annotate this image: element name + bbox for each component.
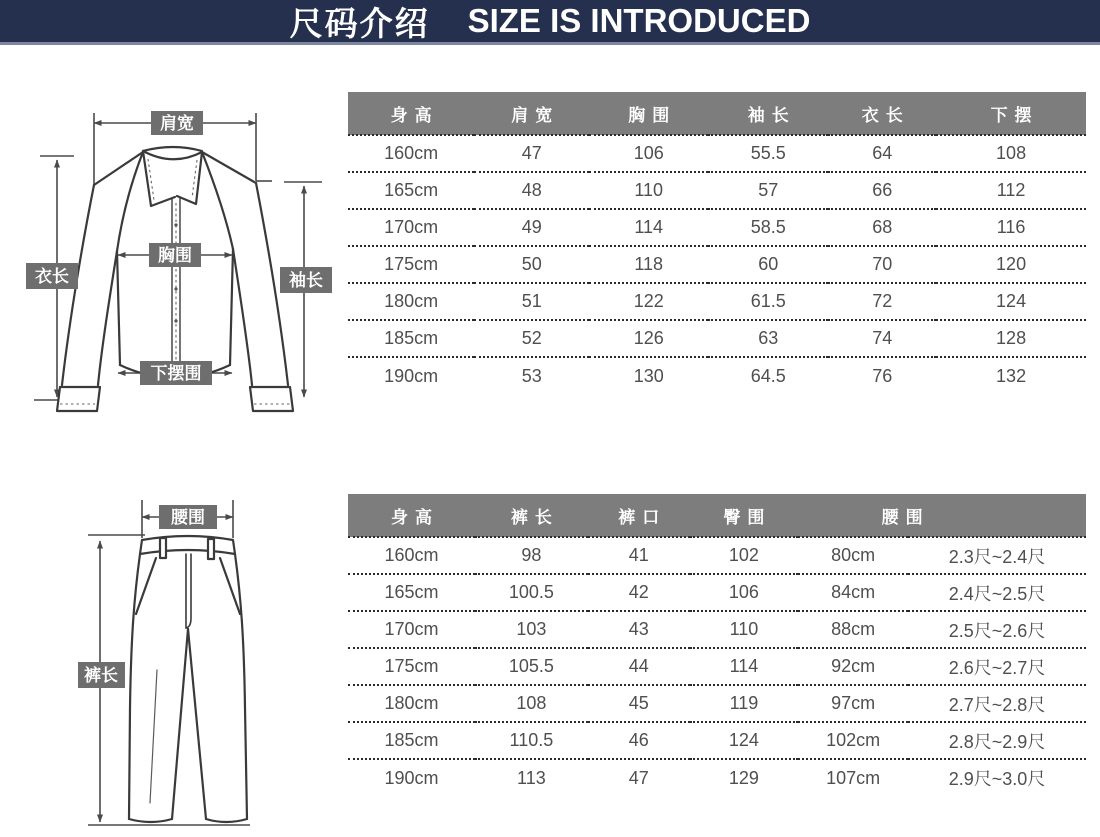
table-cell: 122 xyxy=(589,283,708,320)
table-cell: 180cm xyxy=(348,685,475,722)
table-cell: 2.3尺~2.4尺 xyxy=(908,537,1086,574)
pants-table-header xyxy=(348,494,1086,537)
table-cell: 116 xyxy=(936,209,1086,246)
table-cell: 72 xyxy=(828,283,936,320)
table-cell: 58.5 xyxy=(708,209,828,246)
chest-text: 胸围 xyxy=(158,246,192,265)
column-header-waist: 腰围 xyxy=(798,494,1086,537)
table-cell: 119 xyxy=(690,685,798,722)
table-cell: 130 xyxy=(633,365,664,386)
garment-length-label xyxy=(26,263,78,289)
table-cell: 42 xyxy=(588,574,690,611)
shoulder-width-label xyxy=(151,111,203,135)
table-cell: 55.5 xyxy=(708,135,828,172)
column-header-height: 身高 xyxy=(348,494,475,537)
table-cell: 106 xyxy=(690,574,798,611)
table-row xyxy=(348,172,1086,209)
chest-label xyxy=(149,243,201,267)
column-header-pants-length: 裤长 xyxy=(475,494,588,537)
column-header-hem: 下摆 xyxy=(936,92,1086,135)
table-row xyxy=(348,357,1086,394)
table-cell: 124 xyxy=(690,722,798,759)
table-cell: 70 xyxy=(828,246,936,283)
table-cell: 68 xyxy=(828,209,936,246)
table-cell: 102 xyxy=(690,537,798,574)
garment-length-text: 衣长 xyxy=(35,267,69,286)
table-cell: 80cm xyxy=(798,537,908,574)
table-cell: 64 xyxy=(828,135,936,172)
table-cell: 43 xyxy=(588,611,690,648)
shirt-table-header xyxy=(348,92,1086,135)
table-cell: 175cm xyxy=(348,648,475,685)
table-cell: 108 xyxy=(936,135,1086,172)
column-header-height: 身高 xyxy=(348,92,474,135)
table-cell: 2.6尺~2.7尺 xyxy=(908,648,1086,685)
shoulder-width-text: 肩宽 xyxy=(160,114,194,133)
table-cell: 132 xyxy=(996,365,1027,386)
table-cell: 53 xyxy=(521,365,542,386)
pants-diagram xyxy=(45,478,345,837)
table-cell: 114 xyxy=(690,648,798,685)
banner xyxy=(0,0,1100,45)
table-cell: 60 xyxy=(708,246,828,283)
banner-title-en: SIZE IS INTRODUCED xyxy=(467,2,811,39)
table-header-row xyxy=(348,494,1086,537)
column-header-length: 衣长 xyxy=(828,92,936,135)
column-header-shoulder: 肩宽 xyxy=(474,92,589,135)
table-row xyxy=(348,574,1086,611)
table-cell: 98 xyxy=(475,537,588,574)
sleeve-length-label xyxy=(280,267,332,293)
table-cell: 49 xyxy=(474,209,589,246)
table-cell: 63 xyxy=(708,320,828,357)
table-cell: 50 xyxy=(474,246,589,283)
hem-label xyxy=(140,361,212,385)
table-row xyxy=(348,648,1086,685)
table-cell: 112 xyxy=(936,172,1086,209)
table-cell: 124 xyxy=(936,283,1086,320)
table-cell: 170cm xyxy=(348,611,475,648)
table-cell: 175cm xyxy=(348,246,474,283)
hem-text: 下摆围 xyxy=(150,364,202,383)
table-cell: 128 xyxy=(936,320,1086,357)
table-cell: 48 xyxy=(474,172,589,209)
table-cell: 51 xyxy=(474,283,589,320)
waist-label xyxy=(159,505,217,529)
table-cell: 170cm xyxy=(348,209,474,246)
pants-size-table xyxy=(348,494,1086,796)
table-cell: 110.5 xyxy=(475,722,588,759)
table-cell: 45 xyxy=(588,685,690,722)
pants-length-label xyxy=(78,662,125,688)
table-row xyxy=(348,537,1086,574)
table-cell: 102cm xyxy=(798,722,908,759)
table-cell: 129 xyxy=(728,767,759,788)
column-header-sleeve: 袖长 xyxy=(708,92,828,135)
table-row xyxy=(348,722,1086,759)
table-cell: 76 xyxy=(872,365,893,386)
table-cell: 107cm xyxy=(826,767,881,788)
banner-title-zh: 尺码介绍 xyxy=(289,4,430,42)
table-row xyxy=(348,209,1086,246)
table-row xyxy=(348,283,1086,320)
table-cell: 190cm xyxy=(384,767,439,788)
table-cell: 114 xyxy=(589,209,708,246)
table-row xyxy=(348,246,1086,283)
column-header-chest: 胸围 xyxy=(589,92,708,135)
table-cell: 64.5 xyxy=(750,365,786,386)
table-cell: 2.4尺~2.5尺 xyxy=(908,574,1086,611)
table-cell: 106 xyxy=(589,135,708,172)
table-cell: 165cm xyxy=(348,172,474,209)
pants-outline xyxy=(129,536,247,822)
table-row xyxy=(348,759,1086,796)
table-cell: 160cm xyxy=(348,135,474,172)
table-cell: 126 xyxy=(589,320,708,357)
table-cell: 160cm xyxy=(348,537,475,574)
table-cell: 2.5尺~2.6尺 xyxy=(908,611,1086,648)
shirt-diagram xyxy=(0,55,350,435)
table-cell: 2.7尺~2.8尺 xyxy=(908,685,1086,722)
pants-table-body xyxy=(348,537,1086,796)
table-cell: 74 xyxy=(828,320,936,357)
table-cell: 47 xyxy=(628,767,649,788)
sleeve-length-text: 袖长 xyxy=(289,271,323,290)
table-cell: 41 xyxy=(588,537,690,574)
table-cell: 110 xyxy=(589,172,708,209)
table-cell: 100.5 xyxy=(475,574,588,611)
table-cell: 185cm xyxy=(348,320,474,357)
pants-length-text: 裤长 xyxy=(84,666,118,685)
table-cell: 190cm xyxy=(384,365,439,386)
table-cell: 84cm xyxy=(798,574,908,611)
table-cell: 105.5 xyxy=(475,648,588,685)
table-row xyxy=(348,611,1086,648)
table-cell: 2.9尺~3.0尺 xyxy=(948,769,1046,789)
table-cell: 180cm xyxy=(348,283,474,320)
shirt-size-table xyxy=(348,92,1086,394)
table-cell: 165cm xyxy=(348,574,475,611)
table-row xyxy=(348,135,1086,172)
table-cell: 108 xyxy=(475,685,588,722)
waist-text: 腰围 xyxy=(171,508,205,527)
table-row xyxy=(348,320,1086,357)
table-cell: 88cm xyxy=(798,611,908,648)
table-cell: 103 xyxy=(475,611,588,648)
table-cell: 113 xyxy=(517,767,546,788)
column-header-hip: 臀围 xyxy=(690,494,798,537)
table-cell: 66 xyxy=(828,172,936,209)
table-cell: 185cm xyxy=(348,722,475,759)
table-cell: 61.5 xyxy=(708,283,828,320)
table-header-row xyxy=(348,92,1086,135)
table-cell: 97cm xyxy=(798,685,908,722)
table-cell: 57 xyxy=(708,172,828,209)
table-cell: 120 xyxy=(936,246,1086,283)
table-cell: 46 xyxy=(588,722,690,759)
table-cell: 52 xyxy=(474,320,589,357)
table-cell: 2.8尺~2.9尺 xyxy=(908,722,1086,759)
table-cell: 110 xyxy=(690,611,798,648)
table-row xyxy=(348,685,1086,722)
column-header-leg-opening: 裤口 xyxy=(588,494,690,537)
table-cell: 44 xyxy=(588,648,690,685)
table-cell: 118 xyxy=(589,246,708,283)
table-cell: 47 xyxy=(474,135,589,172)
shirt-table-body xyxy=(348,135,1086,394)
table-cell: 92cm xyxy=(798,648,908,685)
